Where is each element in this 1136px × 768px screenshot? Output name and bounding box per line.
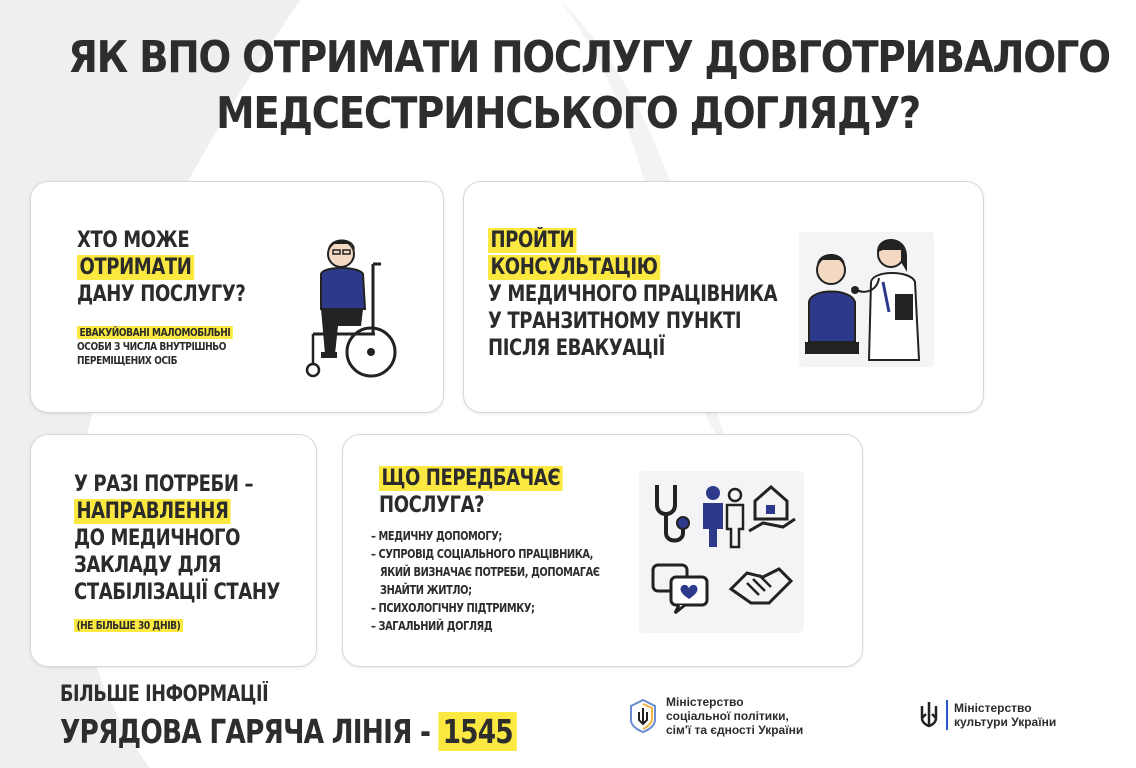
card-who-line-3: ДАНУ ПОСЛУГУ?	[77, 282, 246, 307]
card-referral-line-3: ДО МЕДИЧНОГО	[74, 526, 241, 551]
card-who-sub-line-3: ПЕРЕМІЩЕНИХ ОСІБ	[77, 354, 178, 367]
wheelchair-person-icon	[293, 234, 403, 384]
chat-heart-icon	[653, 565, 707, 613]
card-consult-highlight-2: КОНСУЛЬТАЦІЮ	[488, 255, 660, 280]
title-line-1: ЯК ВПО ОТРИМАТИ ПОСЛУГУ ДОВГОТРИВАЛОГО	[68, 32, 1110, 83]
card-referral-heading	[74, 471, 280, 606]
card-who-can-receive	[30, 181, 444, 413]
list-item: ЗНАЙТИ ЖИТЛО;	[371, 583, 472, 597]
stethoscope-icon	[657, 485, 689, 541]
title-line-2: МЕДСЕСТРИНСЬКОГО ДОГЛЯДУ?	[216, 88, 920, 139]
card-referral-note	[74, 619, 183, 633]
card-consult-line-4: У ТРАНЗИТНОМУ ПУНКТІ	[488, 309, 742, 334]
list-item: ЯКИЙ ВИЗНАЧАЄ ПОТРЕБИ, ДОПОМАГАЄ	[371, 565, 600, 579]
logo-ministry-social-policy	[628, 695, 803, 737]
card-referral-highlight: НАПРАВЛЕННЯ	[74, 499, 231, 524]
card-consult-highlight-1: ПРОЙТИ	[488, 228, 577, 253]
msp-line-3: сім'ї та єдності України	[666, 723, 804, 737]
card-who-subtext	[77, 326, 233, 368]
msp-line-2: соціальної політики,	[666, 709, 789, 723]
card-referral	[30, 434, 317, 667]
card-who-highlight: ОТРИМАТИ	[77, 255, 194, 280]
card-service-heading	[379, 465, 563, 519]
card-consult-line-5: ПІСЛЯ ЕВАКУАЦІЇ	[488, 336, 665, 361]
mcu-line-1: Міністерство	[954, 701, 1032, 715]
card-who-heading	[77, 227, 245, 308]
card-service-line-2: ПОСЛУГА?	[379, 493, 485, 518]
doctor-patient-icon	[799, 232, 934, 367]
hotline	[60, 712, 517, 751]
hotline-number[interactable]: 1545	[439, 712, 517, 751]
list-item: – МЕДИЧНУ ДОПОМОГУ;	[371, 529, 502, 543]
card-consult-heading	[488, 227, 777, 362]
trident-icon	[918, 700, 940, 730]
card-referral-note-highlight: (НЕ БІЛЬШЕ 30 ДНІВ)	[74, 619, 183, 632]
more-info-label: БІЛЬШЕ ІНФОРМАЦІЇ	[60, 682, 269, 707]
card-referral-line-1: У РАЗІ ПОТРЕБИ –	[74, 472, 254, 497]
card-who-sub-highlight: ЕВАКУЙОВАНІ МАЛОМОБІЛЬНІ	[77, 326, 233, 339]
card-who-line-1: ХТО МОЖЕ	[77, 228, 190, 253]
card-who-sub-line-2: ОСОБИ З ЧИСЛА ВНУТРІШНЬО	[77, 340, 227, 353]
service-icons-panel	[639, 471, 804, 633]
logo-ministry-culture	[918, 700, 1056, 730]
caregiver-icon	[703, 486, 743, 547]
list-item: – ЗАГАЛЬНИЙ ДОГЛЯД	[371, 619, 493, 633]
card-service-list	[371, 527, 600, 635]
ministry-emblem-icon	[628, 698, 658, 734]
logo-separator	[946, 700, 948, 730]
hotline-label: УРЯДОВА ГАРЯЧА ЛІНІЯ -	[60, 712, 439, 751]
house-in-hand-icon	[749, 487, 795, 531]
list-item: – ПСИХОЛОГІЧНУ ПІДТРИМКУ;	[371, 601, 535, 615]
card-consultation	[463, 181, 984, 413]
card-service-includes	[342, 434, 863, 667]
mcu-line-2: культури України	[954, 715, 1057, 729]
card-service-highlight: ЩО ПЕРЕДБАЧАЄ	[379, 466, 563, 491]
msp-line-1: Міністерство	[666, 695, 744, 709]
card-consult-line-3: У МЕДИЧНОГО ПРАЦІВНИКА	[488, 282, 778, 307]
card-referral-line-5: СТАБІЛІЗАЦІЇ СТАНУ	[74, 580, 281, 605]
page-title	[68, 30, 1110, 142]
handshake-icon	[731, 569, 791, 603]
card-referral-line-4: ЗАКЛАДУ ДЛЯ	[74, 553, 222, 578]
list-item: – СУПРОВІД СОЦІАЛЬНОГО ПРАЦІВНИКА,	[371, 547, 593, 561]
